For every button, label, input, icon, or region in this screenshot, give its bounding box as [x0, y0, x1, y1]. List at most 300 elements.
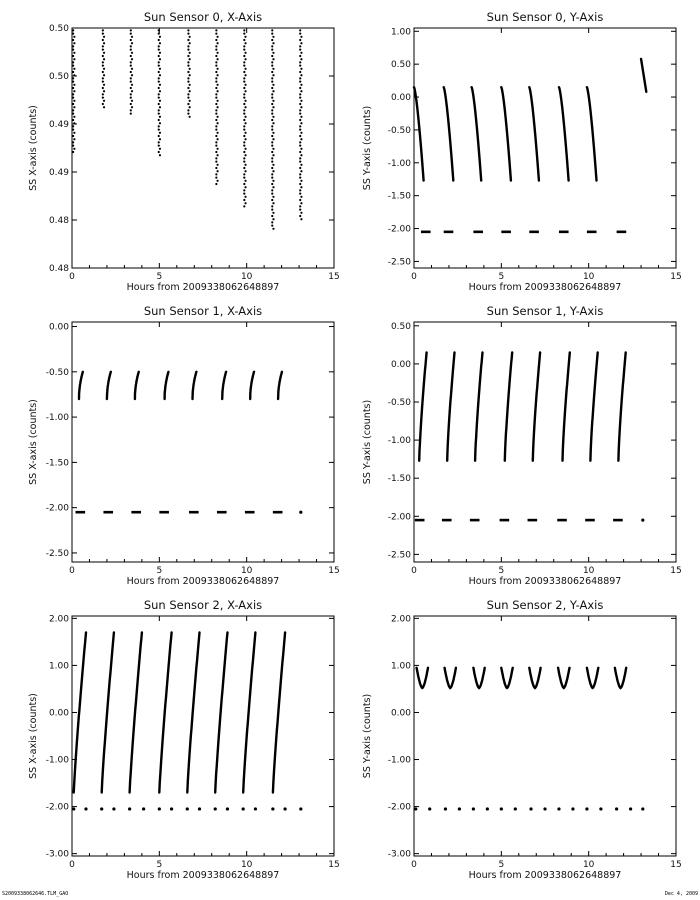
data-point	[159, 36, 161, 38]
x-tick-label: 10	[240, 566, 253, 576]
data-point	[215, 33, 217, 35]
data-point	[300, 58, 302, 60]
data-point	[215, 103, 217, 105]
data-point	[103, 106, 105, 108]
y-tick-label: 0.00	[390, 708, 411, 719]
y-tick-label: 0.00	[48, 322, 69, 333]
data-point	[187, 97, 189, 99]
data-point	[271, 157, 273, 159]
data-point	[299, 119, 301, 121]
data-point	[244, 100, 246, 102]
data-point	[159, 148, 161, 150]
data-point	[189, 116, 191, 118]
data-point	[300, 84, 302, 86]
x-axis-label: Hours from 2009338062648897	[468, 576, 622, 587]
data-point	[72, 119, 74, 121]
data-point	[299, 129, 301, 131]
data-point	[158, 97, 160, 99]
y-tick-label: 0.00	[390, 93, 411, 104]
data-point	[243, 157, 245, 159]
data-point	[299, 77, 301, 79]
panel-title: Sun Sensor 2, Y-Axis	[486, 598, 604, 612]
data-point	[244, 90, 246, 92]
data-point	[300, 52, 302, 54]
data-point	[300, 74, 302, 76]
data-point	[272, 170, 274, 172]
data-point	[216, 132, 218, 134]
data-point	[243, 173, 245, 175]
data-point	[299, 109, 301, 111]
baseline-point	[283, 807, 286, 810]
data-point	[215, 29, 217, 31]
data-point	[243, 71, 245, 73]
baseline-point	[142, 807, 145, 810]
data-point	[271, 93, 273, 95]
data-point	[216, 42, 218, 44]
data-point	[158, 113, 160, 115]
data-point	[159, 100, 161, 102]
y-tick-label: 1.00	[48, 661, 69, 672]
data-point	[243, 81, 245, 83]
data-point	[102, 33, 104, 35]
baseline-point	[198, 807, 201, 810]
y-tick-label: 2.00	[390, 614, 411, 625]
data-point	[272, 164, 274, 166]
baseline-point	[599, 807, 602, 810]
data-point	[299, 177, 301, 179]
data-point	[244, 42, 246, 44]
baseline-point	[486, 807, 489, 810]
data-point	[272, 122, 274, 124]
data-point	[130, 71, 132, 73]
data-point	[73, 106, 75, 108]
data-point	[103, 36, 105, 38]
x-tick-label: 10	[582, 860, 595, 870]
data-point	[299, 71, 301, 73]
data-point	[243, 151, 245, 153]
data-pass	[135, 372, 139, 399]
data-point	[215, 183, 217, 185]
data-point	[216, 154, 218, 156]
data-point	[271, 221, 273, 223]
y-tick-label: -1.00	[45, 413, 69, 424]
data-point	[243, 93, 245, 95]
y-tick-label: 0.00	[48, 708, 69, 719]
data-point	[300, 122, 302, 124]
data-point	[187, 33, 189, 35]
data-point	[158, 129, 160, 131]
data-point	[272, 154, 274, 156]
data-point	[187, 87, 189, 89]
data-point	[73, 116, 75, 118]
data-point	[272, 116, 274, 118]
data-point	[271, 87, 273, 89]
data-point	[243, 141, 245, 143]
data-point	[271, 209, 273, 211]
y-tick-label: -2.00	[45, 503, 69, 514]
data-point	[300, 36, 302, 38]
y-tick-label: -1.00	[387, 755, 411, 766]
y-tick-label: -3.00	[45, 849, 69, 860]
data-point	[130, 55, 132, 57]
data-point	[158, 103, 160, 105]
data-point	[131, 68, 133, 70]
y-tick-label: -3.00	[387, 849, 411, 860]
data-point	[272, 52, 274, 54]
y-axis-label: SS Y-axis (counts)	[362, 693, 373, 779]
data-point	[216, 84, 218, 86]
data-point	[102, 55, 104, 57]
data-point	[189, 84, 191, 86]
data-point	[215, 151, 217, 153]
y-tick-label: -1.50	[45, 458, 69, 469]
data-point	[271, 199, 273, 201]
data-point	[215, 65, 217, 67]
baseline-point	[428, 807, 431, 810]
x-tick-label: 0	[411, 272, 417, 282]
data-point	[159, 106, 161, 108]
data-point	[271, 55, 273, 57]
data-point	[300, 132, 302, 134]
data-point	[73, 52, 75, 54]
data-point	[130, 93, 132, 95]
data-pass	[79, 372, 83, 399]
data-point	[131, 84, 133, 86]
data-point	[271, 151, 273, 153]
chart-marks	[49, 24, 340, 282]
data-pass	[501, 668, 512, 688]
data-point	[102, 87, 104, 89]
data-point	[215, 145, 217, 147]
data-point	[102, 97, 104, 99]
data-point	[73, 84, 75, 86]
y-axis-label: SS X-axis (counts)	[28, 693, 39, 779]
data-point	[272, 36, 274, 38]
data-point	[158, 141, 160, 143]
data-point	[72, 145, 74, 147]
y-tick-label: 0.00	[390, 359, 411, 370]
data-point	[158, 55, 160, 57]
data-point	[72, 125, 74, 127]
data-point	[189, 68, 191, 70]
data-point	[299, 103, 301, 105]
data-point	[272, 58, 274, 60]
data-point	[102, 61, 104, 63]
x-tick-label: 15	[670, 566, 682, 576]
data-point	[187, 55, 189, 57]
data-point	[244, 164, 246, 166]
data-pass	[243, 633, 255, 793]
data-point	[216, 74, 218, 76]
data-point	[243, 135, 245, 137]
data-point	[300, 202, 302, 204]
y-tick-label: 0.50	[48, 24, 69, 34]
data-pass	[590, 353, 597, 461]
data-point	[73, 122, 75, 124]
data-point	[102, 103, 104, 105]
data-segment	[641, 59, 646, 92]
data-point	[299, 189, 301, 191]
data-point	[102, 49, 104, 51]
data-point	[73, 42, 75, 44]
data-point	[187, 29, 189, 31]
data-point	[216, 122, 218, 124]
data-point	[159, 68, 161, 70]
data-point	[271, 81, 273, 83]
data-point	[271, 135, 273, 137]
data-pass	[618, 353, 625, 461]
data-point	[271, 177, 273, 179]
data-point	[243, 145, 245, 147]
data-point	[244, 122, 246, 124]
data-point	[130, 81, 132, 83]
x-tick-label: 5	[498, 860, 505, 870]
data-point	[271, 145, 273, 147]
data-point	[244, 68, 246, 70]
x-tick-label: 10	[582, 566, 595, 576]
data-point	[244, 196, 246, 198]
data-point	[299, 167, 301, 169]
data-point	[130, 103, 132, 105]
panel-title: Sun Sensor 2, X-Axis	[143, 598, 263, 612]
data-point	[72, 29, 74, 31]
data-point	[72, 141, 74, 143]
data-point	[130, 113, 132, 115]
data-point	[299, 209, 301, 211]
data-point	[272, 100, 274, 102]
data-point	[244, 58, 246, 60]
data-point	[300, 90, 302, 92]
data-point	[244, 180, 246, 182]
data-point	[158, 109, 160, 111]
x-tick-label: 5	[498, 566, 505, 576]
data-point	[244, 106, 246, 108]
data-point	[130, 109, 132, 111]
data-point	[300, 196, 302, 198]
baseline-point	[641, 518, 644, 521]
data-point	[272, 180, 274, 182]
x-tick-label: 15	[670, 272, 682, 282]
y-tick-label: -2.00	[387, 512, 411, 523]
data-point	[243, 199, 245, 201]
data-point	[159, 84, 161, 86]
data-point	[102, 81, 104, 83]
data-point	[72, 129, 74, 131]
data-point	[72, 55, 74, 57]
baseline-point	[641, 807, 644, 810]
data-point	[72, 45, 74, 47]
data-point	[215, 173, 217, 175]
data-point	[130, 33, 132, 35]
data-point	[215, 113, 217, 115]
x-axis-label: Hours from 2009338062648897	[126, 870, 280, 881]
data-point	[131, 58, 133, 60]
baseline-point	[158, 807, 161, 810]
data-point	[300, 116, 302, 118]
data-point	[159, 122, 161, 124]
data-point	[130, 87, 132, 89]
data-point	[299, 161, 301, 163]
data-point	[243, 119, 245, 121]
data-point	[244, 154, 246, 156]
data-point	[244, 148, 246, 150]
data-point	[271, 61, 273, 63]
data-point	[130, 49, 132, 51]
data-point	[299, 193, 301, 195]
baseline-point	[186, 807, 189, 810]
data-point	[158, 39, 160, 41]
panel-ss2-y	[362, 598, 676, 881]
data-point	[215, 141, 217, 143]
y-tick-label: -2.50	[45, 548, 69, 559]
data-pass	[222, 372, 226, 399]
x-tick-label: 5	[156, 272, 163, 282]
data-point	[215, 45, 217, 47]
data-point	[216, 106, 218, 108]
panel-title: Sun Sensor 0, X-Axis	[143, 10, 263, 24]
data-point	[216, 58, 218, 60]
baseline-point	[242, 807, 245, 810]
x-tick-label: 0	[69, 272, 75, 282]
data-point	[271, 103, 273, 105]
y-axis-label: SS X-axis (counts)	[28, 399, 39, 485]
data-point	[300, 180, 302, 182]
data-point	[158, 71, 160, 73]
data-point	[271, 71, 273, 73]
data-point	[271, 215, 273, 217]
data-point	[272, 212, 274, 214]
x-tick-label: 0	[69, 566, 75, 576]
data-point	[215, 81, 217, 83]
baseline-point	[585, 807, 588, 810]
data-point	[73, 132, 75, 134]
data-point	[158, 135, 160, 137]
data-point	[158, 77, 160, 79]
y-tick-label: -1.00	[45, 755, 69, 766]
y-tick-label: 0.50	[390, 321, 411, 332]
data-point	[187, 49, 189, 51]
panel-ss0-y	[362, 10, 676, 293]
data-point	[243, 65, 245, 67]
baseline-point	[84, 807, 87, 810]
data-point	[272, 228, 274, 230]
baseline-point	[254, 807, 257, 810]
data-pass	[130, 633, 142, 793]
data-point	[300, 100, 302, 102]
data-point	[72, 77, 74, 79]
data-point	[299, 199, 301, 201]
baseline-point	[543, 807, 546, 810]
baseline-point	[458, 807, 461, 810]
data-point	[243, 29, 245, 31]
data-point	[216, 68, 218, 70]
y-tick-label: 0.49	[48, 168, 69, 178]
data-point	[272, 84, 274, 86]
data-point	[216, 36, 218, 38]
data-point	[72, 65, 74, 67]
data-point	[158, 49, 160, 51]
data-pass	[533, 353, 540, 461]
data-pass	[159, 633, 171, 793]
data-point	[243, 161, 245, 163]
data-point	[243, 39, 245, 41]
data-point	[187, 71, 189, 73]
y-tick-label: -0.50	[387, 398, 411, 408]
baseline-point	[615, 807, 618, 810]
data-point	[300, 218, 302, 220]
data-point	[216, 52, 218, 54]
data-point	[271, 167, 273, 169]
data-point	[271, 97, 273, 99]
data-point	[300, 148, 302, 150]
data-point	[300, 68, 302, 70]
data-point	[299, 97, 301, 99]
data-pass	[193, 372, 197, 399]
baseline-point	[529, 807, 532, 810]
data-point	[187, 39, 189, 41]
data-point	[216, 100, 218, 102]
data-point	[272, 196, 274, 198]
data-point	[131, 36, 133, 38]
data-point	[271, 205, 273, 207]
data-point	[300, 212, 302, 214]
data-point	[244, 186, 246, 188]
baseline-point	[557, 807, 560, 810]
data-point	[187, 109, 189, 111]
baseline-point	[128, 807, 131, 810]
data-point	[216, 138, 218, 140]
data-pass	[472, 87, 482, 180]
panel-title: Sun Sensor 1, X-Axis	[143, 304, 263, 318]
data-pass	[215, 633, 227, 793]
data-point	[271, 129, 273, 131]
chart-marks	[388, 614, 682, 870]
data-point	[271, 193, 273, 195]
data-point	[271, 49, 273, 51]
baseline-point	[629, 807, 632, 810]
data-point	[215, 157, 217, 159]
data-point	[189, 100, 191, 102]
data-point	[159, 42, 161, 44]
y-axis-label: SS X-axis (counts)	[28, 105, 39, 191]
data-point	[244, 116, 246, 118]
data-point	[299, 125, 301, 127]
data-pass	[444, 87, 454, 180]
panel-ss1-x	[28, 304, 334, 587]
x-tick-label: 0	[411, 860, 417, 870]
data-pass	[165, 372, 169, 399]
y-tick-label: -0.50	[387, 125, 411, 136]
data-point	[72, 113, 74, 115]
y-tick-label: -2.00	[387, 802, 411, 813]
y-tick-label: -2.00	[45, 802, 69, 813]
x-tick-label: 5	[498, 272, 505, 282]
x-tick-label: 15	[670, 860, 682, 870]
data-point	[102, 39, 104, 41]
data-point	[244, 36, 246, 38]
data-point	[72, 87, 74, 89]
data-point	[271, 45, 273, 47]
data-pass	[278, 372, 282, 399]
y-tick-label: 1.00	[390, 661, 411, 672]
data-point	[299, 215, 301, 217]
data-point	[300, 164, 302, 166]
data-pass	[587, 668, 598, 688]
data-point	[299, 141, 301, 143]
data-point	[216, 148, 218, 150]
data-point	[299, 135, 301, 137]
data-point	[271, 77, 273, 79]
